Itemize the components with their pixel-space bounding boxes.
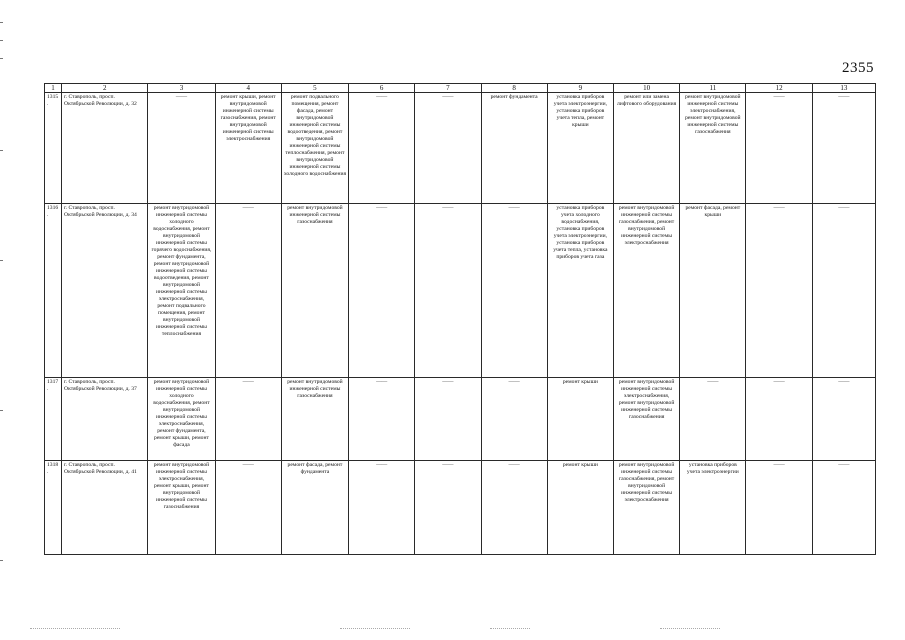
column-number: 11 <box>680 84 746 93</box>
column-number: 4 <box>215 84 281 93</box>
cell-col4: ремонт крыши, ремонт внутридомовой инженерной системы газоснабжения, ремонт внутридомовой инженерной системы электроснабжения <box>215 93 281 204</box>
column-number: 9 <box>547 84 613 93</box>
cell-col4: —— <box>215 378 281 461</box>
cell-col5: ремонт внутридомовой инженерной системы газоснабжения <box>281 378 348 461</box>
cell-col7: —— <box>415 204 481 378</box>
cell-col11: ремонт фасада, ремонт крыши <box>680 204 746 378</box>
row-number: 1317. <box>45 378 62 461</box>
scan-edge-marks <box>0 0 4 640</box>
column-number-row <box>45 84 876 93</box>
cell-col8: ремонт фундамента <box>481 93 547 204</box>
cell-col3: ремонт внутридомовой инженерной системы холодного водоснабжения, ремонт внутридомовой инженерной системы электроснабжения, ремонт фундамента, ремонт крыши, ремонт фасада <box>148 378 215 461</box>
row-number: 1316. <box>45 204 62 378</box>
cell-col6: —— <box>349 378 415 461</box>
cell-col4: —— <box>215 461 281 555</box>
repair-schedule-table <box>44 83 876 555</box>
address-cell: г. Ставрополь, просп. Октябрьской Революции, д. 41 <box>62 461 148 555</box>
column-number: 1 <box>45 84 62 93</box>
cell-col10: ремонт внутридомовой инженерной системы газоснабжения, ремонт внутридомовой инженерной системы электроснабжения <box>613 461 679 555</box>
address-cell: г. Ставрополь, просп. Октябрьской Революции, д. 34 <box>62 204 148 378</box>
scan-noise <box>20 628 880 634</box>
cell-col8: —— <box>481 461 547 555</box>
column-number: 3 <box>148 84 215 93</box>
column-number: 10 <box>613 84 679 93</box>
table-row <box>45 204 876 378</box>
column-number: 2 <box>62 84 148 93</box>
cell-col9: ремонт крыши <box>547 461 613 555</box>
cell-col12: —— <box>746 204 812 378</box>
cell-col6: —— <box>349 204 415 378</box>
cell-col9: ремонт крыши <box>547 378 613 461</box>
table-row <box>45 461 876 555</box>
cell-col11: —— <box>680 378 746 461</box>
cell-col4: —— <box>215 204 281 378</box>
row-number: 1318. <box>45 461 62 555</box>
cell-col9: установка приборов учета холодного водоснабжения, установка приборов учета электроэнергии, установка приборов учета тепла, установка приборов учета газа <box>547 204 613 378</box>
column-number: 12 <box>746 84 812 93</box>
cell-col10: ремонт или замена лифтового оборудования <box>613 93 679 204</box>
row-number: 1315. <box>45 93 62 204</box>
cell-col6: —— <box>349 461 415 555</box>
cell-col8: —— <box>481 378 547 461</box>
cell-col13: —— <box>812 93 875 204</box>
cell-col8: —— <box>481 204 547 378</box>
cell-col13: —— <box>812 461 875 555</box>
column-number: 13 <box>812 84 875 93</box>
cell-col5: ремонт фасада, ремонт фундамента <box>281 461 348 555</box>
cell-col6: —— <box>349 93 415 204</box>
column-number: 7 <box>415 84 481 93</box>
table-row <box>45 378 876 461</box>
cell-col7: —— <box>415 461 481 555</box>
cell-col3: ремонт внутридомовой инженерной системы электроснабжения, ремонт крыши, ремонт внутридомовой инженерной системы газоснабжения <box>148 461 215 555</box>
cell-col9: установка приборов учета электроэнергии, установка приборов учета тепла, ремонт крыши <box>547 93 613 204</box>
cell-col5: ремонт подвального помещения, ремонт фасада, ремонт внутридомовой инженерной системы водоотведения, ремонт внутридомовой инженерной системы теплоснабжения, ремонт внутридомовой инженерной системы холодного водоснабжения <box>281 93 348 204</box>
cell-col11: ремонт внутридомовой инженерной системы электроснабжения, ремонт внутридомовой инженерной системы газоснабжения <box>680 93 746 204</box>
cell-col10: ремонт внутридомовой инженерной системы газоснабжения, ремонт внутридомовой инженерной системы электроснабжения <box>613 204 679 378</box>
column-number: 5 <box>281 84 348 93</box>
cell-col13: —— <box>812 204 875 378</box>
page-number: 2355 <box>842 60 874 76</box>
column-number: 6 <box>349 84 415 93</box>
address-cell: г. Ставрополь, просп. Октябрьской Революции, д. 32 <box>62 93 148 204</box>
address-cell: г. Ставрополь, просп. Октябрьской Революции, д. 37 <box>62 378 148 461</box>
table-row <box>45 93 876 204</box>
cell-col13: —— <box>812 378 875 461</box>
cell-col3: ремонт внутридомовой инженерной системы холодного водоснабжения, ремонт внутридомовой инженерной системы горячего водоснабжения, ремонт фундамента, ремонт внутридомовой инженерной системы водоотведения, ремонт внутридомовой инженерной системы электроснабжения, ремонт подвального помещения, ремонт внутридомовой инженерной системы теплоснабжения <box>148 204 215 378</box>
cell-col11: установка приборов учета электроэнергии <box>680 461 746 555</box>
cell-col12: —— <box>746 93 812 204</box>
cell-col10: ремонт внутридомовой инженерной системы электроснабжения, ремонт внутридомовой инженерной системы газоснабжения <box>613 378 679 461</box>
cell-col7: —— <box>415 93 481 204</box>
cell-col12: —— <box>746 378 812 461</box>
cell-col7: —— <box>415 378 481 461</box>
cell-col3: —— <box>148 93 215 204</box>
cell-col12: —— <box>746 461 812 555</box>
column-number: 8 <box>481 84 547 93</box>
cell-col5: ремонт внутридомовой инженерной системы газоснабжения <box>281 204 348 378</box>
